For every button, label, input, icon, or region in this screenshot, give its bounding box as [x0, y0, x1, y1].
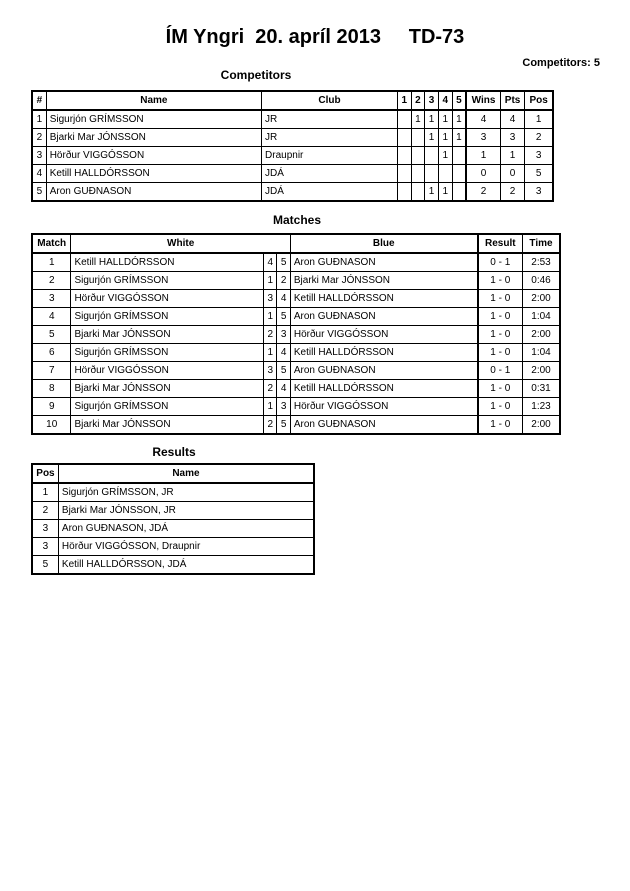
col-round-1: 1	[397, 91, 411, 110]
result-row	[32, 520, 314, 538]
match-result: 1 - 0	[478, 308, 523, 326]
match-white: Sigurjón GRÍMSSON	[71, 272, 264, 290]
results-table	[31, 463, 315, 575]
result-pos: 2	[32, 502, 58, 520]
competitor-num: 1	[32, 110, 46, 129]
competitor-name: Aron GUÐNASON	[46, 183, 261, 202]
competitor-row	[32, 110, 553, 129]
match-blue-num: 4	[277, 344, 290, 362]
result-pos: 3	[32, 538, 58, 556]
match-white: Bjarki Mar JÓNSSON	[71, 380, 264, 398]
round-cell: 1	[438, 147, 452, 165]
match-time: 2:53	[523, 253, 560, 272]
match-result: 1 - 0	[478, 344, 523, 362]
competitor-row	[32, 165, 553, 183]
competitor-wins: 4	[466, 110, 500, 129]
match-result: 0 - 1	[478, 362, 523, 380]
match-blue: Aron GUÐNASON	[290, 308, 477, 326]
match-white: Bjarki Mar JÓNSSON	[71, 416, 264, 435]
match-blue: Aron GUÐNASON	[290, 362, 477, 380]
competitor-pos: 3	[525, 183, 553, 202]
round-cell	[397, 147, 411, 165]
match-time: 1:04	[523, 344, 560, 362]
competitors-count: Competitors: 5	[522, 57, 600, 69]
competitor-club: Draupnir	[262, 147, 398, 165]
match-row	[32, 380, 560, 398]
round-cell	[397, 129, 411, 147]
results-heading: Results	[152, 445, 196, 459]
round-cell: 1	[425, 129, 439, 147]
competitor-num: 3	[32, 147, 46, 165]
match-number: 5	[32, 326, 71, 344]
match-white-num: 4	[264, 253, 277, 272]
round-cell	[411, 183, 425, 202]
competitor-wins: 0	[466, 165, 500, 183]
competitor-num: 5	[32, 183, 46, 202]
competitor-club: JR	[262, 110, 398, 129]
match-blue-num: 5	[277, 416, 290, 435]
competitor-wins: 2	[466, 183, 500, 202]
col-blue: Blue	[290, 234, 477, 253]
result-row	[32, 483, 314, 502]
match-time: 2:00	[523, 362, 560, 380]
competitor-club: JR	[262, 129, 398, 147]
competitor-pos: 5	[525, 165, 553, 183]
match-time: 2:00	[523, 416, 560, 435]
page-title: ÍM Yngri 20. apríl 2013 TD-73	[165, 26, 465, 48]
round-cell	[425, 165, 439, 183]
round-cell	[411, 165, 425, 183]
col-pts: Pts	[500, 91, 525, 110]
competitor-row	[32, 129, 553, 147]
matches-heading: Matches	[272, 213, 322, 227]
match-number: 1	[32, 253, 71, 272]
col-round-5: 5	[452, 91, 466, 110]
result-row	[32, 556, 314, 575]
round-cell: 1	[438, 110, 452, 129]
col-name: Name	[46, 91, 261, 110]
competitor-row	[32, 147, 553, 165]
result-pos: 5	[32, 556, 58, 575]
match-time: 0:46	[523, 272, 560, 290]
result-name: Bjarki Mar JÓNSSON, JR	[58, 502, 314, 520]
competitor-name: Sigurjón GRÍMSSON	[46, 110, 261, 129]
col-time: Time	[523, 234, 560, 253]
match-white: Bjarki Mar JÓNSSON	[71, 326, 264, 344]
result-name: Sigurjón GRÍMSSON, JR	[58, 483, 314, 502]
match-number: 10	[32, 416, 71, 435]
result-row	[32, 538, 314, 556]
match-result: 1 - 0	[478, 398, 523, 416]
match-blue: Aron GUÐNASON	[290, 253, 477, 272]
match-blue-num: 5	[277, 253, 290, 272]
competitor-club: JDÁ	[262, 183, 398, 202]
col-result-pos: Pos	[32, 464, 58, 483]
match-white: Hörður VIGGÓSSON	[71, 362, 264, 380]
result-name: Ketill HALLDÓRSSON, JDÁ	[58, 556, 314, 575]
match-blue-num: 5	[277, 362, 290, 380]
col-white: White	[71, 234, 290, 253]
match-blue-num: 3	[277, 398, 290, 416]
competitor-row	[32, 183, 553, 202]
match-blue-num: 4	[277, 380, 290, 398]
col-result-name: Name	[58, 464, 314, 483]
round-cell	[397, 165, 411, 183]
competitor-pts: 1	[500, 147, 525, 165]
round-cell: 1	[438, 129, 452, 147]
competitor-pts: 0	[500, 165, 525, 183]
match-row	[32, 272, 560, 290]
match-blue: Ketill HALLDÓRSSON	[290, 290, 477, 308]
competitor-club: JDÁ	[262, 165, 398, 183]
competitors-heading: Competitors	[220, 68, 292, 82]
competitor-wins: 3	[466, 129, 500, 147]
round-cell	[425, 147, 439, 165]
col-round-4: 4	[438, 91, 452, 110]
match-white-num: 2	[264, 380, 277, 398]
match-row	[32, 416, 560, 435]
result-row	[32, 502, 314, 520]
match-blue: Ketill HALLDÓRSSON	[290, 344, 477, 362]
match-time: 2:00	[523, 326, 560, 344]
match-row	[32, 308, 560, 326]
match-result: 1 - 0	[478, 290, 523, 308]
competitor-pos: 1	[525, 110, 553, 129]
match-white: Sigurjón GRÍMSSON	[71, 398, 264, 416]
round-cell: 1	[452, 110, 466, 129]
match-result: 1 - 0	[478, 416, 523, 435]
match-row	[32, 344, 560, 362]
match-white: Hörður VIGGÓSSON	[71, 290, 264, 308]
match-row	[32, 362, 560, 380]
round-cell: 1	[425, 183, 439, 202]
match-row	[32, 326, 560, 344]
matches-table	[31, 233, 561, 435]
competitor-name: Hörður VIGGÓSSON	[46, 147, 261, 165]
competitor-pts: 4	[500, 110, 525, 129]
match-white: Sigurjón GRÍMSSON	[71, 344, 264, 362]
col-pos: Pos	[525, 91, 553, 110]
match-result: 1 - 0	[478, 380, 523, 398]
competitor-pos: 2	[525, 129, 553, 147]
match-blue: Bjarki Mar JÓNSSON	[290, 272, 477, 290]
competitors-header-row	[32, 91, 553, 110]
result-name: Aron GUÐNASON, JDÁ	[58, 520, 314, 538]
match-blue: Ketill HALLDÓRSSON	[290, 380, 477, 398]
col-num: #	[32, 91, 46, 110]
match-blue: Hörður VIGGÓSSON	[290, 398, 477, 416]
match-blue-num: 2	[277, 272, 290, 290]
competitor-pos: 3	[525, 147, 553, 165]
match-white-num: 1	[264, 272, 277, 290]
col-round-3: 3	[425, 91, 439, 110]
match-time: 0:31	[523, 380, 560, 398]
match-time: 1:23	[523, 398, 560, 416]
round-cell	[411, 147, 425, 165]
match-number: 2	[32, 272, 71, 290]
competitor-pts: 3	[500, 129, 525, 147]
round-cell: 1	[411, 110, 425, 129]
match-number: 9	[32, 398, 71, 416]
competitor-name: Ketill HALLDÓRSSON	[46, 165, 261, 183]
match-blue-num: 3	[277, 326, 290, 344]
match-white: Ketill HALLDÓRSSON	[71, 253, 264, 272]
match-time: 1:04	[523, 308, 560, 326]
round-cell: 1	[452, 129, 466, 147]
match-white: Sigurjón GRÍMSSON	[71, 308, 264, 326]
col-wins: Wins	[466, 91, 500, 110]
competitor-pts: 2	[500, 183, 525, 202]
match-time: 2:00	[523, 290, 560, 308]
match-result: 0 - 1	[478, 253, 523, 272]
match-result: 1 - 0	[478, 326, 523, 344]
round-cell	[411, 129, 425, 147]
match-result: 1 - 0	[478, 272, 523, 290]
round-cell	[452, 147, 466, 165]
result-name: Hörður VIGGÓSSON, Draupnir	[58, 538, 314, 556]
round-cell	[397, 183, 411, 202]
match-blue: Hörður VIGGÓSSON	[290, 326, 477, 344]
competitor-wins: 1	[466, 147, 500, 165]
match-number: 3	[32, 290, 71, 308]
result-pos: 3	[32, 520, 58, 538]
match-number: 4	[32, 308, 71, 326]
col-round-2: 2	[411, 91, 425, 110]
match-white-num: 2	[264, 326, 277, 344]
match-number: 7	[32, 362, 71, 380]
col-match: Match	[32, 234, 71, 253]
round-cell	[438, 165, 452, 183]
match-number: 8	[32, 380, 71, 398]
match-number: 6	[32, 344, 71, 362]
competitor-num: 4	[32, 165, 46, 183]
match-row	[32, 253, 560, 272]
results-header-row	[32, 464, 314, 483]
match-white-num: 3	[264, 362, 277, 380]
round-cell	[397, 110, 411, 129]
matches-header-row	[32, 234, 560, 253]
match-white-num: 1	[264, 398, 277, 416]
match-row	[32, 398, 560, 416]
round-cell: 1	[425, 110, 439, 129]
result-pos: 1	[32, 483, 58, 502]
match-white-num: 3	[264, 290, 277, 308]
col-club: Club	[262, 91, 398, 110]
col-result: Result	[478, 234, 523, 253]
round-cell: 1	[438, 183, 452, 202]
competitors-table	[31, 90, 554, 202]
competitor-name: Bjarki Mar JÓNSSON	[46, 129, 261, 147]
match-blue-num: 5	[277, 308, 290, 326]
match-white-num: 1	[264, 344, 277, 362]
match-blue: Aron GUÐNASON	[290, 416, 477, 435]
match-blue-num: 4	[277, 290, 290, 308]
match-row	[32, 290, 560, 308]
round-cell	[452, 183, 466, 202]
competitor-num: 2	[32, 129, 46, 147]
match-white-num: 2	[264, 416, 277, 435]
match-white-num: 1	[264, 308, 277, 326]
round-cell	[452, 165, 466, 183]
